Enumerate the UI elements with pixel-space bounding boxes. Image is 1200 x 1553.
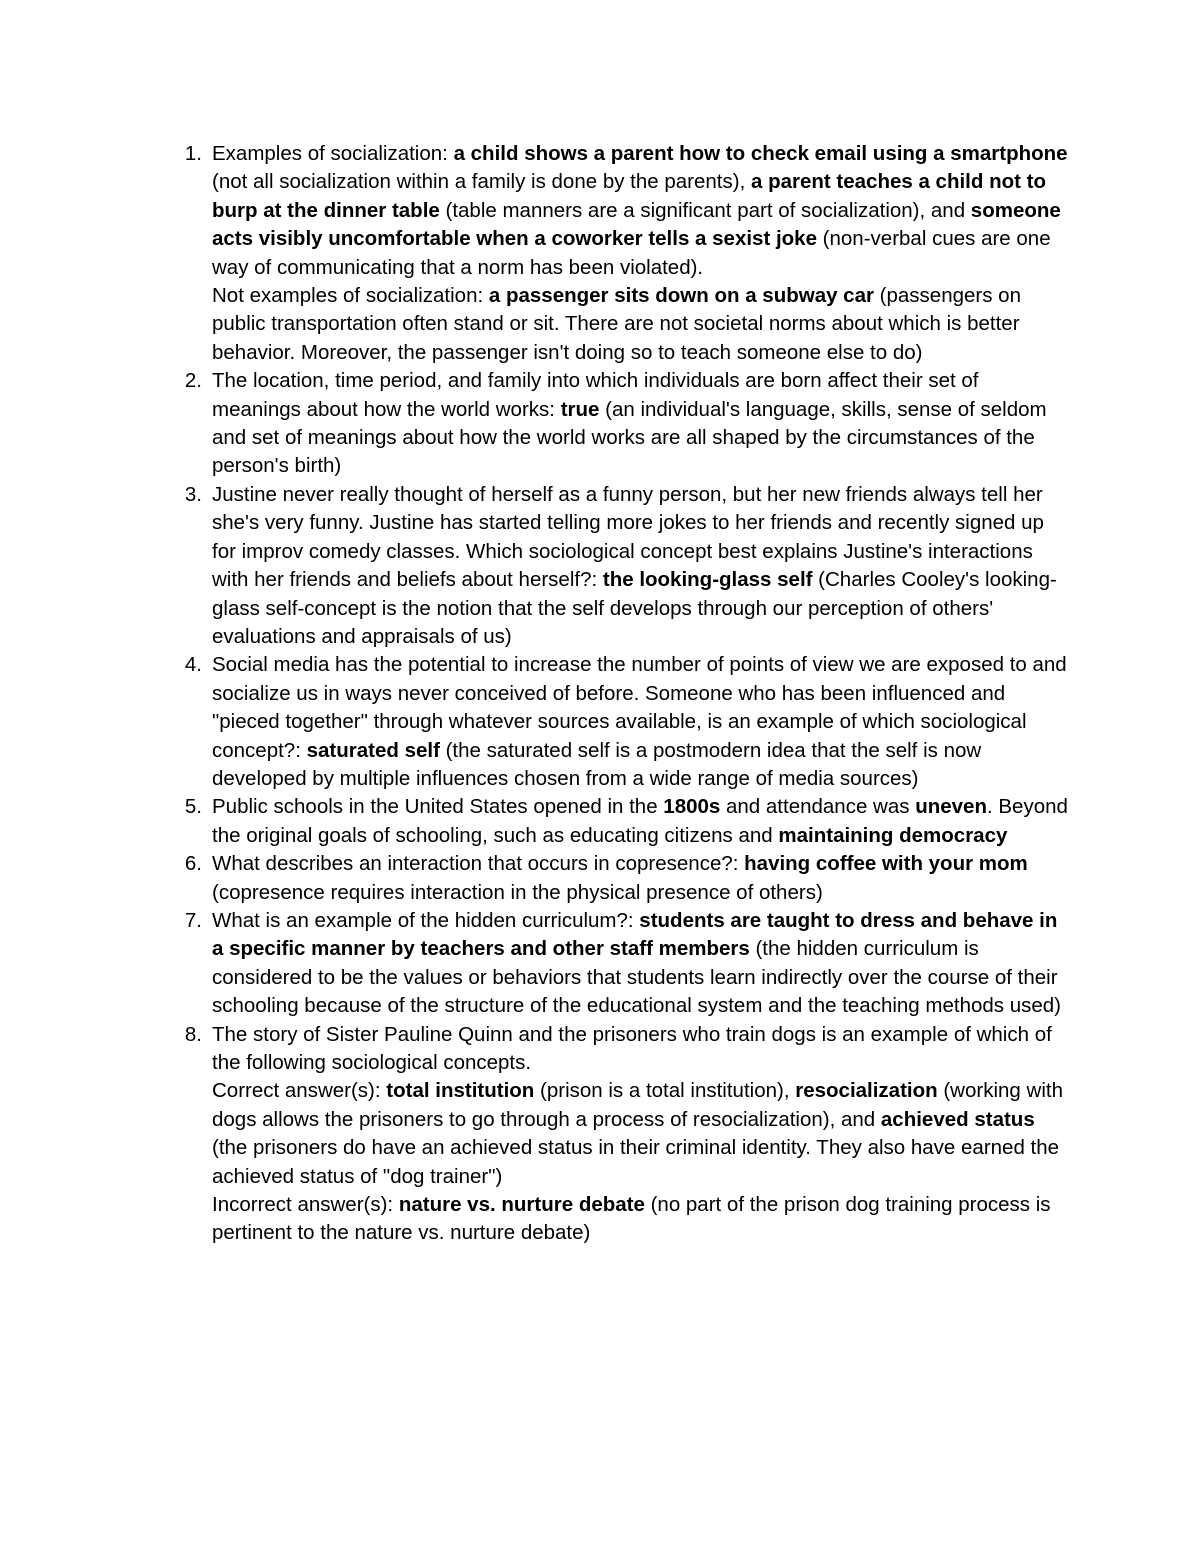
bold-text: the looking-glass self	[602, 568, 813, 592]
paragraph	[212, 1021, 1070, 1078]
bold-text: 1800s	[663, 795, 721, 819]
list-item	[184, 850, 1070, 907]
bold-text: students are taught to dress and behave in a specific manner by teachers and other staff members	[212, 908, 1058, 961]
paragraph	[212, 1191, 1070, 1248]
list-number: 2.	[184, 369, 202, 393]
bold-text: total institution	[386, 1079, 535, 1103]
text-run: (the prisoners do have an achieved status in their criminal identity. They also have earned the achieved status of "dog trainer")	[212, 1136, 1060, 1188]
text-run: Public schools in the United States opened in the	[212, 795, 664, 819]
bold-text: maintaining democracy	[778, 823, 1008, 847]
paragraph	[212, 282, 1070, 367]
bold-text: uneven	[915, 795, 987, 819]
list-item	[184, 367, 1070, 481]
text-run: (working with dogs allows the prisoners to go through a process of resocialization), and	[212, 1079, 1063, 1131]
list-item	[184, 1021, 1070, 1248]
numbered-list	[0, 140, 1200, 1248]
paragraph	[212, 140, 1070, 282]
list-item	[184, 651, 1070, 793]
text-run: Correct answer(s):	[212, 1079, 387, 1103]
bold-text: saturated self	[306, 738, 440, 762]
text-run: (Charles Cooley's looking-glass self-concept is the notion that the self develops through our perception of others' evaluations and appraisals of us)	[212, 568, 1057, 648]
bold-text: resocialization	[795, 1079, 938, 1103]
bold-text: having coffee with your mom	[744, 852, 1028, 876]
text-run: (the saturated self is a postmodern idea that the self is now developed by multiple influences chosen from a wide range of media sources)	[212, 738, 982, 790]
text-run: Incorrect answer(s):	[212, 1193, 399, 1217]
text-run: Social media has the potential to increase the number of points of view we are exposed to and socialize us in ways never conceived of before. Someone who has been influenced and "pieced together" through whatever sources available, is an example of which sociological concept?:	[212, 653, 1067, 762]
paragraph	[212, 481, 1070, 651]
list-number: 4.	[184, 653, 202, 677]
bold-text: true	[560, 397, 600, 421]
list-number: 5.	[184, 795, 202, 819]
bold-text: a passenger sits down on a subway car	[488, 284, 874, 308]
text-run: Not examples of socialization:	[212, 284, 489, 308]
text-run: . Beyond the original goals of schooling, such as educating citizens and	[212, 795, 1068, 847]
bold-text: achieved status	[880, 1107, 1035, 1131]
list-item	[184, 140, 1070, 367]
paragraph	[212, 367, 1070, 481]
text-run: (prison is a total institution),	[534, 1079, 796, 1103]
text-run: (no part of the prison dog training process is pertinent to the nature vs. nurture debate)	[212, 1193, 1051, 1245]
bold-text: someone acts visibly uncomfortable when a coworker tells a sexist joke	[212, 198, 1061, 251]
list-item	[184, 793, 1070, 850]
text-run: and attendance was	[720, 795, 916, 819]
text-run: (passengers on public transportation often stand or sit. There are not societal norms about which is better behavior. Moreover, the passenger isn't doing so to teach someone else to do)	[212, 284, 1021, 364]
paragraph	[212, 793, 1070, 850]
text-run: What is an example of the hidden curriculum?:	[212, 908, 640, 932]
bold-text: nature vs. nurture debate	[398, 1193, 645, 1217]
bold-text: a parent teaches a child not to burp at the dinner table	[212, 170, 1047, 222]
list-number: 1.	[184, 142, 202, 165]
text-run: (non-verbal cues are one way of communicating that a norm has been violated).	[212, 227, 1051, 279]
list-number: 3.	[184, 482, 202, 506]
bold-text: a child shows a parent how to check email using a smartphone	[453, 142, 1068, 165]
text-run: (the hidden curriculum is considered to be the values or behaviors that students learn indirectly over the course of their schooling because of the structure of the educational system and the teaching methods used)	[212, 937, 1061, 1018]
paragraph	[212, 1077, 1070, 1191]
text-run: (an individual's language, skills, sense of seldom and set of meanings about how the world works are all shaped by the circumstances of the person's birth)	[212, 397, 1047, 478]
text-run: Examples of socialization:	[212, 142, 454, 165]
list-number: 6.	[184, 852, 202, 876]
paragraph	[212, 850, 1070, 907]
text-run: (copresence requires interaction in the physical presence of others)	[212, 880, 823, 904]
list-number: 8.	[184, 1022, 202, 1046]
list-number: 7.	[184, 908, 202, 932]
paragraph	[212, 907, 1070, 1021]
text-run: Justine never really thought of herself as a funny person, but her new friends always tell her she's very funny. Justine has started telling more jokes to her friends and recently signed up for improv comedy classes. Which sociological concept best explains Justine's interactions with her friends and beliefs about herself?:	[212, 482, 1044, 592]
text-run: The location, time period, and family into which individuals are born affect their set of meanings about how the world works:	[212, 369, 979, 421]
list-item	[184, 481, 1070, 651]
text-run: What describes an interaction that occurs in copresence?:	[212, 852, 745, 876]
text-run: The story of Sister Pauline Quinn and the prisoners who train dogs is an example of which of the following sociological concepts.	[212, 1022, 1052, 1074]
paragraph	[212, 651, 1070, 793]
text-run: (not all socialization within a family is done by the parents),	[212, 170, 751, 194]
text-run: (table manners are a significant part of socialization), and	[439, 198, 971, 222]
list-item	[184, 907, 1070, 1021]
